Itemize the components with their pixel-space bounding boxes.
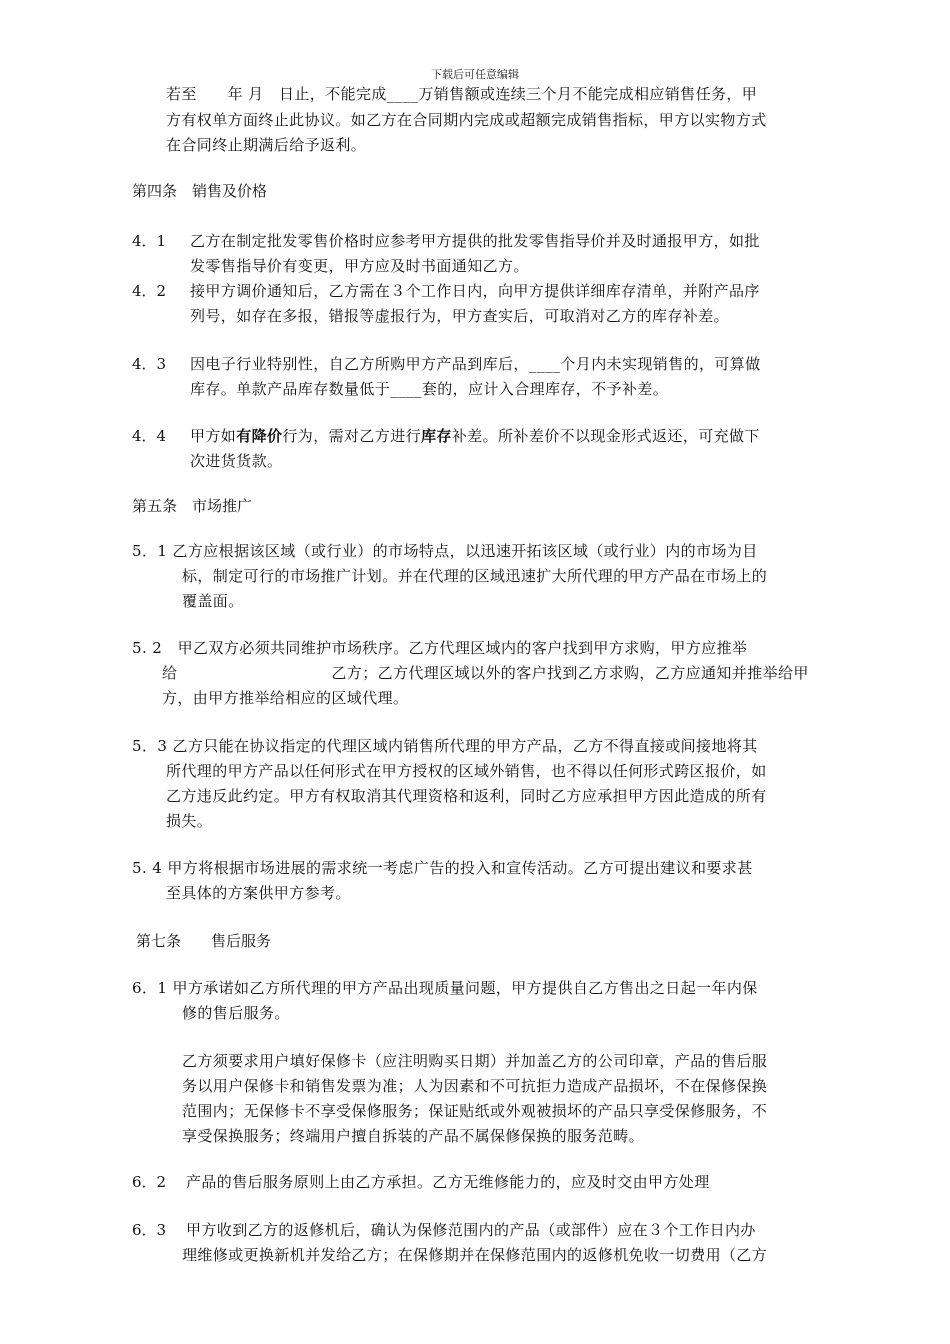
clause-5-1-line-2: 标，制定可行的市场推广计划。并在代理的区域迅速扩大所代理的甲方产品在市场上的 (182, 567, 768, 585)
article-7-title: 第七条 售后服务 (136, 932, 272, 950)
clause-5-1-line-3: 覆盖面。 (182, 592, 244, 610)
clause-5-3-line-2: 所代理的甲方产品以任何形式在甲方授权的区域外销售，也不得以任何形式跨区报价，如 (166, 762, 767, 780)
clause-4-4-bold-price-cut: 有降价 (236, 427, 283, 445)
clause-4-4-line-2: 次进货货款。 (190, 452, 283, 470)
clause-4-1-line-2: 发零售指导价有变更，甲方应及时书面通知乙方。 (190, 257, 529, 275)
clause-6-3-line-1: 甲方收到乙方的返修机后，确认为保修范围内的产品（或部件）应在３个工作日内办 (186, 1221, 756, 1239)
clause-5-3-line-3: 乙方违反此约定。甲方有权取消其代理资格和返利，同时乙方应承担甲方因此造成的所有 (166, 787, 767, 805)
clause-5-2-line-2: 给 乙方；乙方代理区域以外的客户找到乙方求购，乙方应通知并推举给甲 (162, 664, 809, 682)
clause-4-1-line-1: 乙方在制定批发零售价格时应参考甲方提供的批发零售指导价并及时通报甲方，如批 (190, 232, 760, 250)
clause-6-1-detail-line-4: 享受保换服务；终端用户擅自拆装的产品不属保修保换的服务范畴。 (182, 1127, 645, 1145)
clause-6-1-detail-line-3: 范围内；无保修卡不享受保修服务；保证贴纸或外观被损坏的产品只享受保修服务，不 (182, 1102, 768, 1120)
clause-6-2-number: 6．2 (132, 1173, 167, 1191)
clause-6-1-line-2: 修的售后服务。 (182, 1004, 290, 1022)
page-header: 下载后可任意编辑 (431, 68, 519, 81)
intro-line-1: 若至 年 月 日止，不能完成____万销售额或连续三个月不能完成相应销售任务，甲 (166, 85, 758, 103)
article-5-title: 第五条 市场推广 (132, 497, 253, 515)
clause-4-4-bold-stock: 库存 (421, 427, 452, 445)
clause-4-2-line-1: 接甲方调价通知后，乙方需在３个工作日内，向甲方提供详细库存清单，并附产品序 (190, 282, 760, 300)
clause-4-4-number: 4．4 (132, 427, 167, 445)
clause-6-1-line-1: 6．1 甲方承诺如乙方所代理的甲方产品出现质量问题，甲方提供自乙方售出之日起一年内保 (132, 979, 758, 997)
clause-4-2-line-2: 列号，如存在多报，错报等虚报行为，甲方查实后，可取消对乙方的库存补差。 (190, 307, 730, 325)
article-4-title: 第四条 销售及价格 (132, 182, 268, 200)
clause-6-1-detail-line-1: 乙方须要求用户填好保修卡（应注明购买日期）并加盖乙方的公司印章，产品的售后服 (182, 1052, 768, 1070)
intro-line-3: 在合同终止期满后给予返利。 (166, 136, 367, 154)
clause-4-4-text-a: 甲方如 (190, 427, 237, 445)
clause-5-3-line-1: 5．3 乙方只能在协议指定的代理区域内销售所代理的甲方产品，乙方不得直接或间接地将其 (132, 737, 758, 755)
clause-4-3-number: 4．3 (132, 355, 167, 373)
clause-4-4-line-1 (190, 424, 760, 449)
intro-line-2: 方有权单方面终止此协议。如乙方在合同期内完成或超额完成销售指标，甲方以实物方式 (166, 111, 767, 129)
clause-5-4-line-1: 5. 4 甲方将根据市场进展的需求统一考虑广告的投入和宣传活动。乙方可提出建议和要求甚 (132, 859, 753, 877)
clause-4-3-line-2: 库存。单款产品库存数量低于____套的，应计入合理库存，不予补差。 (190, 380, 669, 398)
clause-5-2-line-3: 方，由甲方推举给相应的区域代理。 (162, 689, 409, 707)
clause-4-3-line-1: 因电子行业特别性，自乙方所购甲方产品到库后，____个月内未实现销售的，可算做 (190, 355, 761, 373)
clause-5-3-line-4: 损失。 (166, 812, 213, 830)
clause-5-1-line-1: 5．1 乙方应根据该区域（或行业）的市场特点，以迅速开拓该区域（或行业）内的市场为目 (132, 542, 758, 560)
clause-5-2-line-1: 5. 2 甲乙双方必须共同维护市场秩序。乙方代理区域内的客户找到甲方求购，甲方应推举 (132, 639, 748, 657)
clause-6-2-line-1: 产品的售后服务原则上由乙方承担。乙方无维修能力的，应及时交由甲方处理 (186, 1173, 710, 1191)
clause-4-1-number: 4．1 (132, 232, 167, 250)
clause-4-2-number: 4．2 (132, 282, 167, 300)
clause-6-1-detail-line-2: 务以用户保修卡和销售发票为准；人为因素和不可抗拒力造成产品损坏，不在保修保换 (182, 1077, 768, 1095)
clause-5-4-line-2: 至具体的方案供甲方参考。 (166, 884, 351, 902)
clause-4-4-text-b: 行为，需对乙方进行 (282, 427, 422, 445)
clause-6-3-line-2: 理维修或更换新机并发给乙方；在保修期并在保修范围内的返修机免收一切费用（乙方 (182, 1246, 768, 1264)
clause-6-3-number: 6．3 (132, 1221, 167, 1239)
clause-4-4-text-c: 补差。所补差价不以现金形式返还，可充做下 (451, 427, 760, 445)
